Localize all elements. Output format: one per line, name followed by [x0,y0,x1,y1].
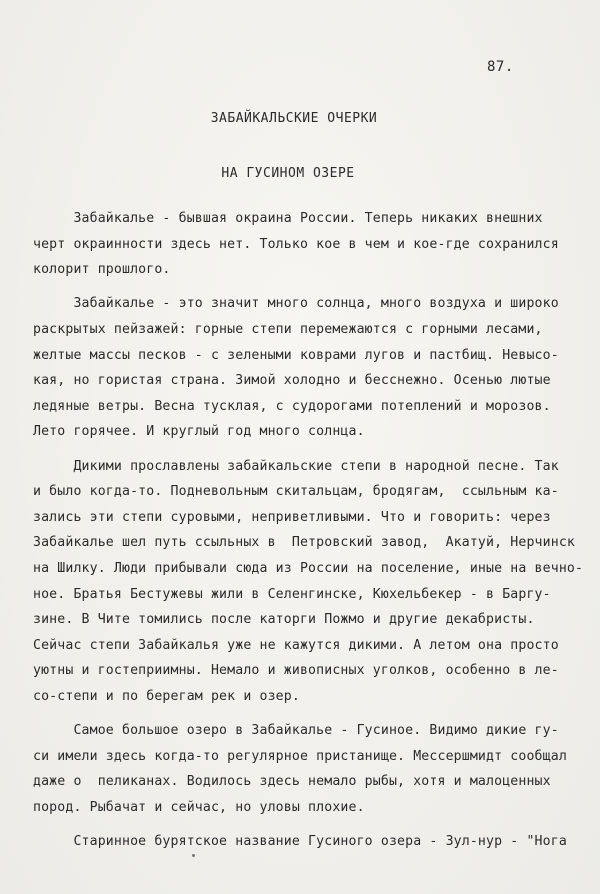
text-line: Самое большое озеро в Забайкалье - Гусиное. Видимо дикие гу- [33,723,559,739]
paragraph [33,454,597,710]
text-line: Старинное бурятское название Гусиного озера - Зул-нур - "Нога [33,834,567,850]
text-line: раскрытых пейзажей: горные степи перемежаются с горными лесами, [33,321,543,337]
text-line: Лето горячее. И круглый год много солнца. [33,424,365,440]
paragraph [33,718,597,820]
text-line: Дикими прославлены забайкальские степи в народной песне. Так [33,458,559,474]
text-line: даже о пеликанах. Водилось здесь немало рыбы, хотя и малоценных [33,774,551,790]
text-line: Забайкалье - это значит много солнца, много воздуха и широко [33,296,559,312]
text-line: на Шилку. Люди прибывали сюда из России на поселение, иные на вечно- [33,560,584,576]
text-line: кая, но гористая страна. Зимой холодно и бесснежно. Осенью лютые [33,373,551,389]
text-line: Забайкалье шел путь ссыльных в Петровский завод, Акатуй, Нерчинск [33,535,575,551]
paragraph [33,291,597,445]
text-line: зине. В Чите томились после каторги Пожмо и другие декабристы. [33,612,535,628]
text-line: желтые массы песков - с зелеными коврами лугов и пастбищ. Невысо- [33,347,559,363]
chapter-title: НА ГУСИНОМ ОЗЕРЕ [221,166,355,181]
paragraph [33,206,597,283]
page-number: 87. [487,59,514,75]
text-line: пород. Рыбачат и сейчас, но уловы плохие. [33,799,365,815]
series-title: ЗАБАЙКАЛЬСКИЕ ОЧЕРКИ [210,111,378,126]
body-text [33,206,597,863]
text-line: Забайкалье - бывшая окраина России. Теперь никаких внешних [33,211,543,226]
text-line: колорит прошлого. [33,262,171,278]
text-line: зались эти степи суровыми, неприветливыми. Что и говорить: через [33,509,551,525]
text-line: си имели здесь когда-то регулярное пристанище. Мессершмидт сообщал [33,748,567,764]
text-line: черт окраинности здесь нет. Только кое в чем и кое-где сохранился [33,236,559,252]
text-line: и было когда-то. Подневольным скитальцам, бродягам, ссыльным ка- [33,484,559,500]
paragraph [33,829,597,855]
text-line: уютны и гостеприимны. Немало и живописных уголков, особенно в ле- [33,663,559,679]
text-line: со-степи и по берегам рек и озер. [33,688,300,704]
text-line: Сейчас степи Забайкалья уже не кажутся дикими. А летом она просто [33,637,559,653]
ink-speck [192,854,195,857]
text-line: ное. Братья Бестужевы жили в Селенгинске, Кюхельбекер - в Баргу- [33,586,551,602]
text-line: ледяные ветры. Весна тусклая, с судорогами потеплений и морозов. [33,398,551,414]
